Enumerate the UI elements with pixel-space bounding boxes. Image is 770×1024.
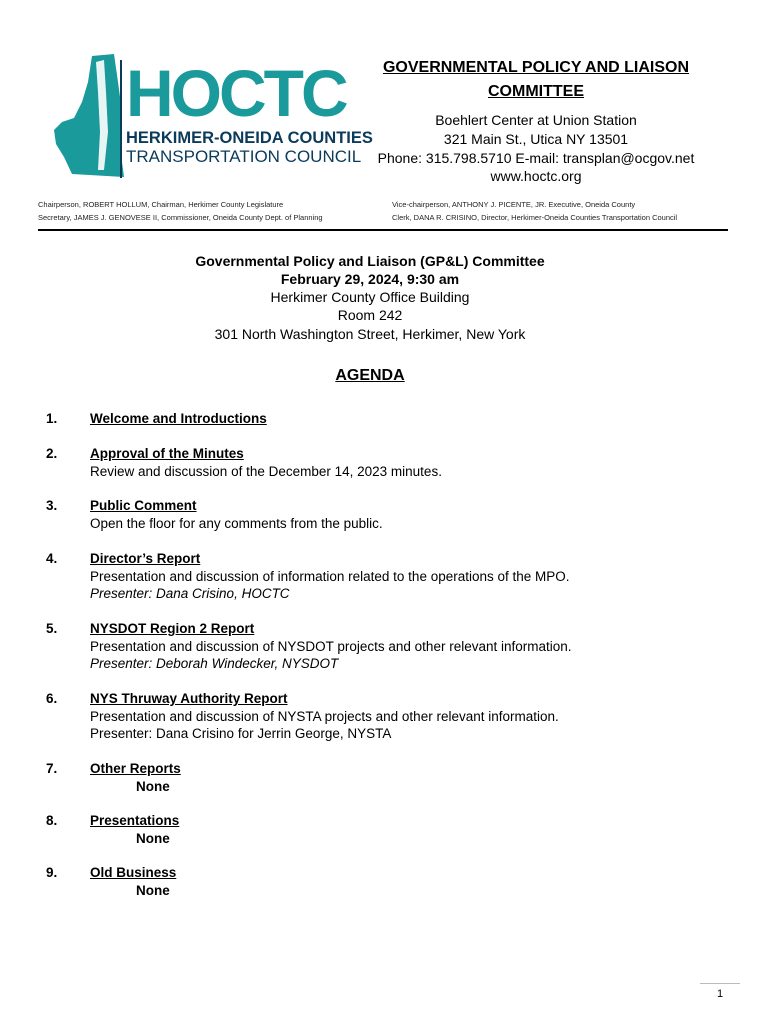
item-title: Welcome and Introductions xyxy=(90,411,267,426)
item-number: 3. xyxy=(46,498,58,513)
meeting-street: 301 North Washington Street, Herkimer, New York xyxy=(214,326,526,342)
item-title: Old Business xyxy=(90,865,177,880)
item-title: Public Comment xyxy=(90,498,197,513)
logo-line1: HERKIMER-ONEIDA COUNTIES xyxy=(126,129,373,147)
item-none: None xyxy=(136,830,170,846)
item-description: Presentation and discussion of NYSTA projects and other relevant information. xyxy=(90,708,559,724)
item-description: Review and discussion of the December 14, 2023 minutes. xyxy=(90,463,442,479)
item-number: 4. xyxy=(46,551,58,566)
item-description: Presentation and discussion of NYSDOT projects and other relevant information. xyxy=(90,638,572,654)
committee-title-line1: GOVERNMENTAL POLICY AND LIAISON xyxy=(382,59,690,76)
item-title: Director’s Report xyxy=(90,551,201,566)
meeting-title: Governmental Policy and Liaison (GP&L) Committee xyxy=(195,253,545,269)
item-number: 1. xyxy=(46,411,58,426)
item-none: None xyxy=(136,882,170,898)
footer-divider xyxy=(700,983,740,984)
item-title: NYSDOT Region 2 Report xyxy=(90,621,255,636)
officer-clerk: Clerk, DANA R. CRISINO, Director, Herkimer-Oneida Counties Transportation Council xyxy=(392,213,678,222)
item-presenter: Presenter: Dana Crisino for Jerrin George, NYSTA xyxy=(90,726,392,741)
officers-right xyxy=(392,198,732,224)
item-number: 7. xyxy=(46,761,58,776)
meeting-building: Herkimer County Office Building xyxy=(270,289,470,305)
officer-chairperson: Chairperson, ROBERT HOLLUM, Chairman, Herkimer County Legislature xyxy=(38,200,284,209)
item-title: Presentations xyxy=(90,813,180,828)
committee-title-line2: COMMITTEE xyxy=(488,83,584,100)
meeting-room: Room 242 xyxy=(337,307,403,323)
item-presenter: Presenter: Dana Crisino, HOCTC xyxy=(90,586,290,601)
officer-secretary: Secretary, JAMES J. GENOVESE II, Commissioner, Oneida County Dept. of Planning xyxy=(38,213,323,222)
item-number: 9. xyxy=(46,865,58,880)
item-number: 2. xyxy=(46,446,58,461)
logo-line2: TRANSPORTATION COUNCIL xyxy=(126,147,362,166)
agenda-heading: AGENDA xyxy=(335,367,405,384)
item-number: 5. xyxy=(46,621,58,636)
hoctc-logo-graphic xyxy=(52,52,373,182)
header-divider xyxy=(38,229,728,231)
meeting-datetime: February 29, 2024, 9:30 am xyxy=(280,271,460,287)
item-number: 6. xyxy=(46,691,58,706)
officer-vice-chairperson: Vice-chairperson, ANTHONY J. PICENTE, JR. Executive, Oneida County xyxy=(392,200,636,209)
phone-email: Phone: 315.798.5710 E-mail: transplan@ocgov.net xyxy=(377,150,695,166)
committee-title xyxy=(356,56,716,104)
item-description: Presentation and discussion of information related to the operations of the MPO. xyxy=(90,568,570,584)
item-description: Open the floor for any comments from the public. xyxy=(90,515,383,531)
hoctc-logo xyxy=(52,52,373,182)
officers-left xyxy=(38,198,378,224)
page-number: 1 xyxy=(716,988,724,1000)
website-link[interactable]: www.hoctc.org xyxy=(490,168,582,184)
logo-acronym: HOCTC xyxy=(126,56,346,130)
item-none: None xyxy=(136,778,170,794)
address-line1: Boehlert Center at Union Station xyxy=(435,112,637,128)
item-title: Approval of the Minutes xyxy=(90,446,244,461)
item-title: Other Reports xyxy=(90,761,181,776)
address-line2: 321 Main St., Utica NY 13501 xyxy=(443,131,629,147)
item-number: 8. xyxy=(46,813,58,828)
item-presenter: Presenter: Deborah Windecker, NYSDOT xyxy=(90,656,339,671)
item-title: NYS Thruway Authority Report xyxy=(90,691,288,706)
